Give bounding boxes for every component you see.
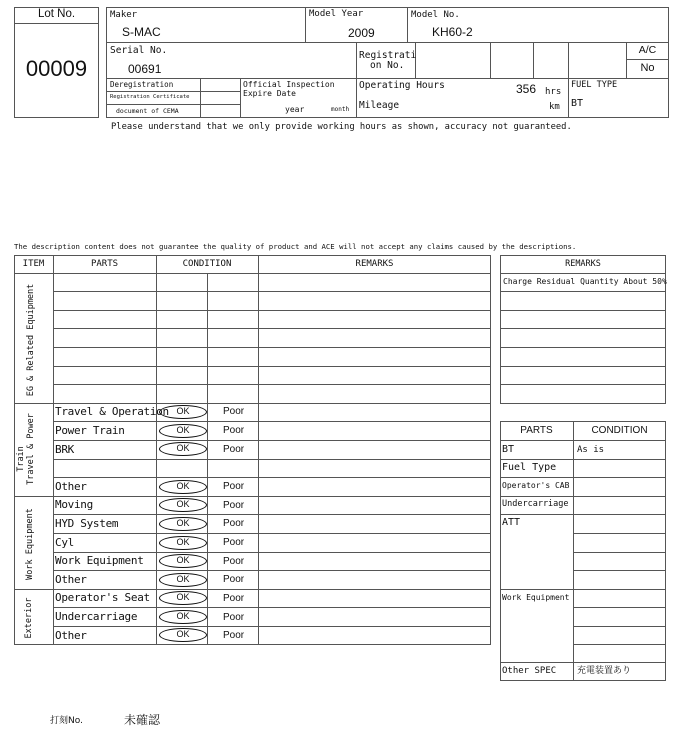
ac-label: A/C <box>638 44 657 56</box>
part-cyl: Cyl <box>55 536 74 549</box>
bt-condition: As is <box>577 445 605 455</box>
model-no-label: Model No. <box>411 10 460 20</box>
group-travel-label-2: Train <box>16 446 26 472</box>
cema-label: document of CEMA <box>116 107 179 115</box>
group-exterior-label: Exterior <box>24 597 34 639</box>
maker-value: S-MAC <box>122 25 161 39</box>
model-year-value: 2009 <box>348 26 375 40</box>
ac-value: No <box>640 62 655 74</box>
part-brk: BRK <box>55 443 74 456</box>
part-work-other: Other <box>55 573 87 586</box>
part-travel-other: Other <box>55 480 87 493</box>
poor-option[interactable]: Poor <box>223 612 245 623</box>
mileage-label: Mileage <box>359 100 400 111</box>
serial-label: Serial No. <box>110 45 168 56</box>
part-work-equipment: Work Equipment <box>55 554 144 567</box>
registration-label-2: on No. <box>370 60 405 71</box>
fuel-type-label: FUEL TYPE <box>571 80 618 90</box>
ok-circle[interactable]: OK <box>159 628 207 642</box>
ok-circle[interactable]: OK <box>159 480 207 494</box>
ok-circle[interactable]: OK <box>159 517 207 531</box>
part-undercarriage: Undercarriage <box>55 610 138 623</box>
description-disclaimer: The description content does not guarantee the quality of product and ACE will not accept any claims caused by the descriptions. <box>14 242 577 251</box>
inspection-label-1: Official Inspection <box>243 80 335 89</box>
poor-option[interactable]: Poor <box>223 574 245 585</box>
ok-circle[interactable]: OK <box>159 405 207 419</box>
att-label: ATT <box>502 517 521 528</box>
km-unit: km <box>549 102 560 112</box>
remarks-header: REMARKS <box>565 259 601 269</box>
serial-value: 00691 <box>128 62 162 76</box>
poor-option[interactable]: Poor <box>223 537 245 548</box>
group-work-label: Work Equipment <box>25 508 35 580</box>
operating-hours-value: 356 <box>516 82 537 96</box>
ok-circle[interactable]: OK <box>159 573 207 587</box>
lot-number: 00009 <box>25 56 88 81</box>
condition-table <box>14 255 491 645</box>
stamp-number-label: 打刻No. <box>50 716 83 726</box>
other-spec-value: 充電装置あり <box>577 666 632 676</box>
month-label: month <box>331 106 350 113</box>
group-eg-label: EG & Related Equipment <box>26 283 36 397</box>
part-operators-seat: Operator's Seat <box>55 591 150 604</box>
poor-option[interactable]: Poor <box>223 630 245 641</box>
registration-label-1: Registrati <box>359 50 417 61</box>
stamp-number-value: 未確認 <box>124 713 161 727</box>
hrs-unit: hrs <box>545 87 562 97</box>
year-label: year <box>285 105 305 114</box>
parts-header: PARTS <box>520 425 553 436</box>
other-spec-label: Other SPEC <box>502 666 557 676</box>
ok-circle[interactable]: OK <box>159 610 207 624</box>
condition-header: CONDITION <box>591 425 648 436</box>
part-travel-operation: Travel & Operation <box>55 405 169 418</box>
bt-label: BT <box>502 444 515 455</box>
model-no-value: KH60-2 <box>432 25 473 39</box>
remarks-line-1: Charge Residual Quantity About 50% <box>503 277 667 286</box>
header-condition: CONDITION <box>182 259 232 269</box>
part-moving: Moving <box>55 498 93 511</box>
work-equipment-row-label: Work Equipment <box>502 593 570 602</box>
ok-circle[interactable]: OK <box>159 424 207 438</box>
ok-circle[interactable]: OK <box>159 536 207 550</box>
poor-option[interactable]: Poor <box>223 518 245 529</box>
fuel-type-row-label: Fuel Type <box>502 462 557 473</box>
header-remarks: REMARKS <box>355 259 394 269</box>
deregistration-label: Deregistration <box>110 80 174 89</box>
operators-cab-label: Operator's CAB <box>502 481 570 490</box>
undercarriage-row-label: Undercarriage <box>502 499 569 509</box>
ok-circle[interactable]: OK <box>159 554 207 568</box>
parts-table <box>500 421 666 681</box>
hours-disclaimer: Please understand that we only provide working hours as shown, accuracy not guaranteed. <box>111 122 572 132</box>
maker-label: Maker <box>110 10 138 20</box>
ok-circle[interactable]: OK <box>159 442 207 456</box>
inspection-label-2: Expire Date <box>243 89 296 98</box>
poor-option[interactable]: Poor <box>223 444 245 455</box>
poor-option[interactable]: Poor <box>223 481 245 492</box>
ok-circle[interactable]: OK <box>159 591 207 605</box>
part-hyd-system: HYD System <box>55 517 119 530</box>
poor-option[interactable]: Poor <box>223 593 245 604</box>
part-exterior-other: Other <box>55 629 87 642</box>
part-power-train: Power Train <box>55 424 125 437</box>
header-item: ITEM <box>22 259 45 269</box>
poor-option[interactable]: Poor <box>223 556 245 567</box>
poor-option[interactable]: Poor <box>223 425 245 436</box>
ok-circle[interactable]: OK <box>159 498 207 512</box>
operating-hours-label: Operating Hours <box>359 80 445 91</box>
lot-label: Lot No. <box>37 8 76 20</box>
poor-option[interactable]: Poor <box>223 406 245 417</box>
model-year-label: Model Year <box>309 9 364 19</box>
poor-option[interactable]: Poor <box>223 500 245 511</box>
header-parts: PARTS <box>90 259 119 269</box>
fuel-type-value: BT <box>571 98 584 109</box>
group-travel-label-1: Travel & Power <box>26 413 36 485</box>
registration-certificate-label: Registration Certificate <box>110 94 190 100</box>
